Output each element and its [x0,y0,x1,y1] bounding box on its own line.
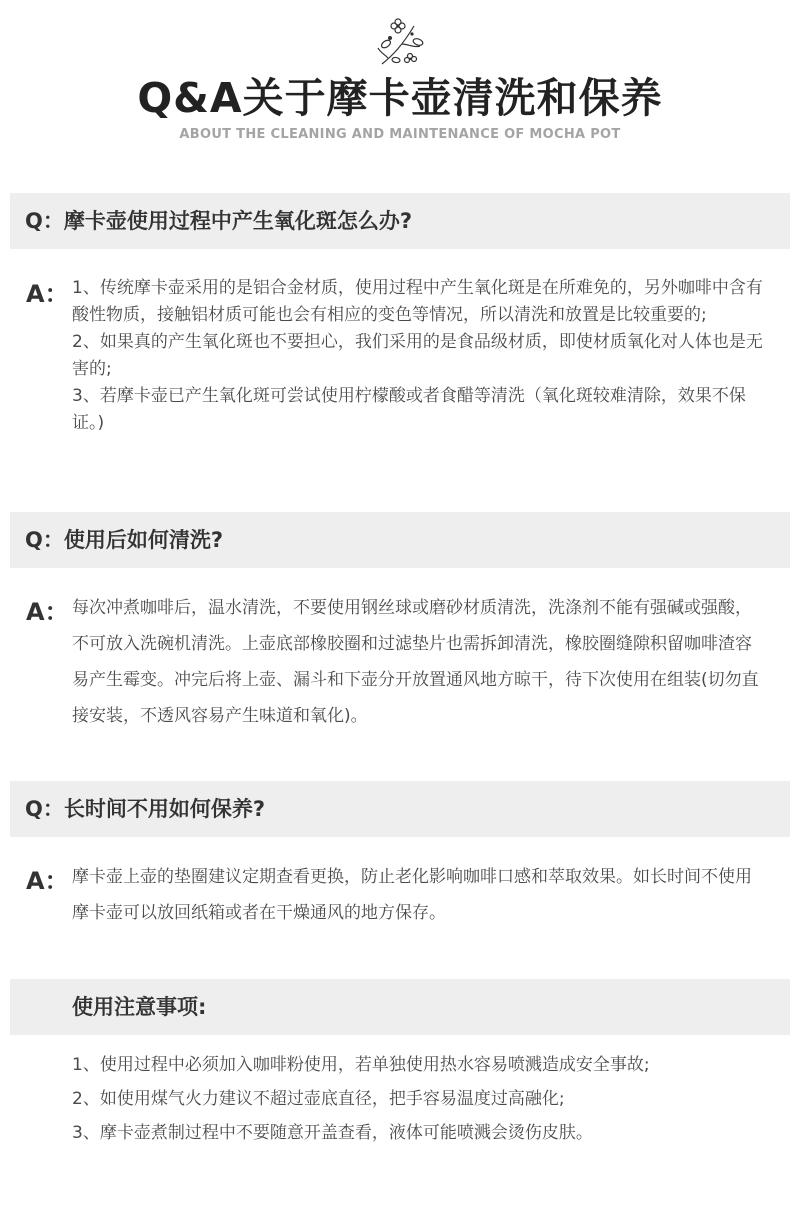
notes-bar [10,979,790,1035]
question-bar [10,781,790,837]
question-text: Q：长时间不用如何保养? [25,797,266,821]
question-text: Q：摩卡壶使用过程中产生氧化斑怎么办? [25,209,413,233]
page-subtitle: ABOUT THE CLEANING AND MAINTENANCE OF MOCHA POT [179,127,621,142]
question-text: Q：使用后如何清洗? [25,528,224,552]
answer-line: 2、如果真的产生氧化斑也不要担心，我们采用的是食品级材质，即使材质氧化对人体也是无害的; [72,332,763,379]
answer-body [72,275,766,437]
question-bar [10,512,790,568]
answer-line: 3、若摩卡壶已产生氧化斑可尝试使用柠檬酸或者食醋等清洗（氧化斑较难清除，效果不保证。) [72,386,746,433]
question-bar [10,193,790,249]
answer-body [72,859,766,931]
notes-list [72,1048,772,1150]
notes-item: 2、如使用煤气火力建议不超过壶底直径，把手容易温度过高融化; [72,1089,565,1109]
answer-label: A： [26,867,69,895]
answer-body [72,590,766,734]
notes-item: 1、使用过程中必须加入咖啡粉使用，若单独使用热水容易喷溅造成安全事故; [72,1055,650,1075]
answer-line: 每次冲煮咖啡后，温水清洗，不要使用钢丝球或磨砂材质清洗，洗涤剂不能有强碱或强酸，不可放入洗碗机清洗。上壶底部橡胶圈和过滤垫片也需拆卸清洗，橡胶圈缝隙积留咖啡渣容易产生霉变。冲完后将上壶、漏斗和下壶分开放置通风地方晾干，待下次使用在组装(切勿直接安装，不透风容易产生味道和氧化)。 [72,598,759,726]
answer-line: 摩卡壶上壶的垫圈建议定期查看更换，防止老化影响咖啡口感和萃取效果。如长时间不使用摩卡壶可以放回纸箱或者在干燥通风的地方保存。 [72,867,752,923]
answer-label: A： [26,598,69,626]
answer-line: 1、传统摩卡壶采用的是铝合金材质，使用过程中产生氧化斑是在所难免的，另外咖啡中含有酸性物质，接触铝材质可能也会有相应的变色等情况，所以清洗和放置是比较重要的; [72,278,763,325]
answer-label: A： [26,280,69,308]
page-title: Q&A关于摩卡壶清洗和保养 [137,74,663,122]
flower-branch-icon [374,18,428,68]
notes-title: 使用注意事项: [72,995,207,1019]
notes-item: 3、摩卡壶煮制过程中不要随意开盖查看，液体可能喷溅会烫伤皮肤。 [72,1123,593,1143]
